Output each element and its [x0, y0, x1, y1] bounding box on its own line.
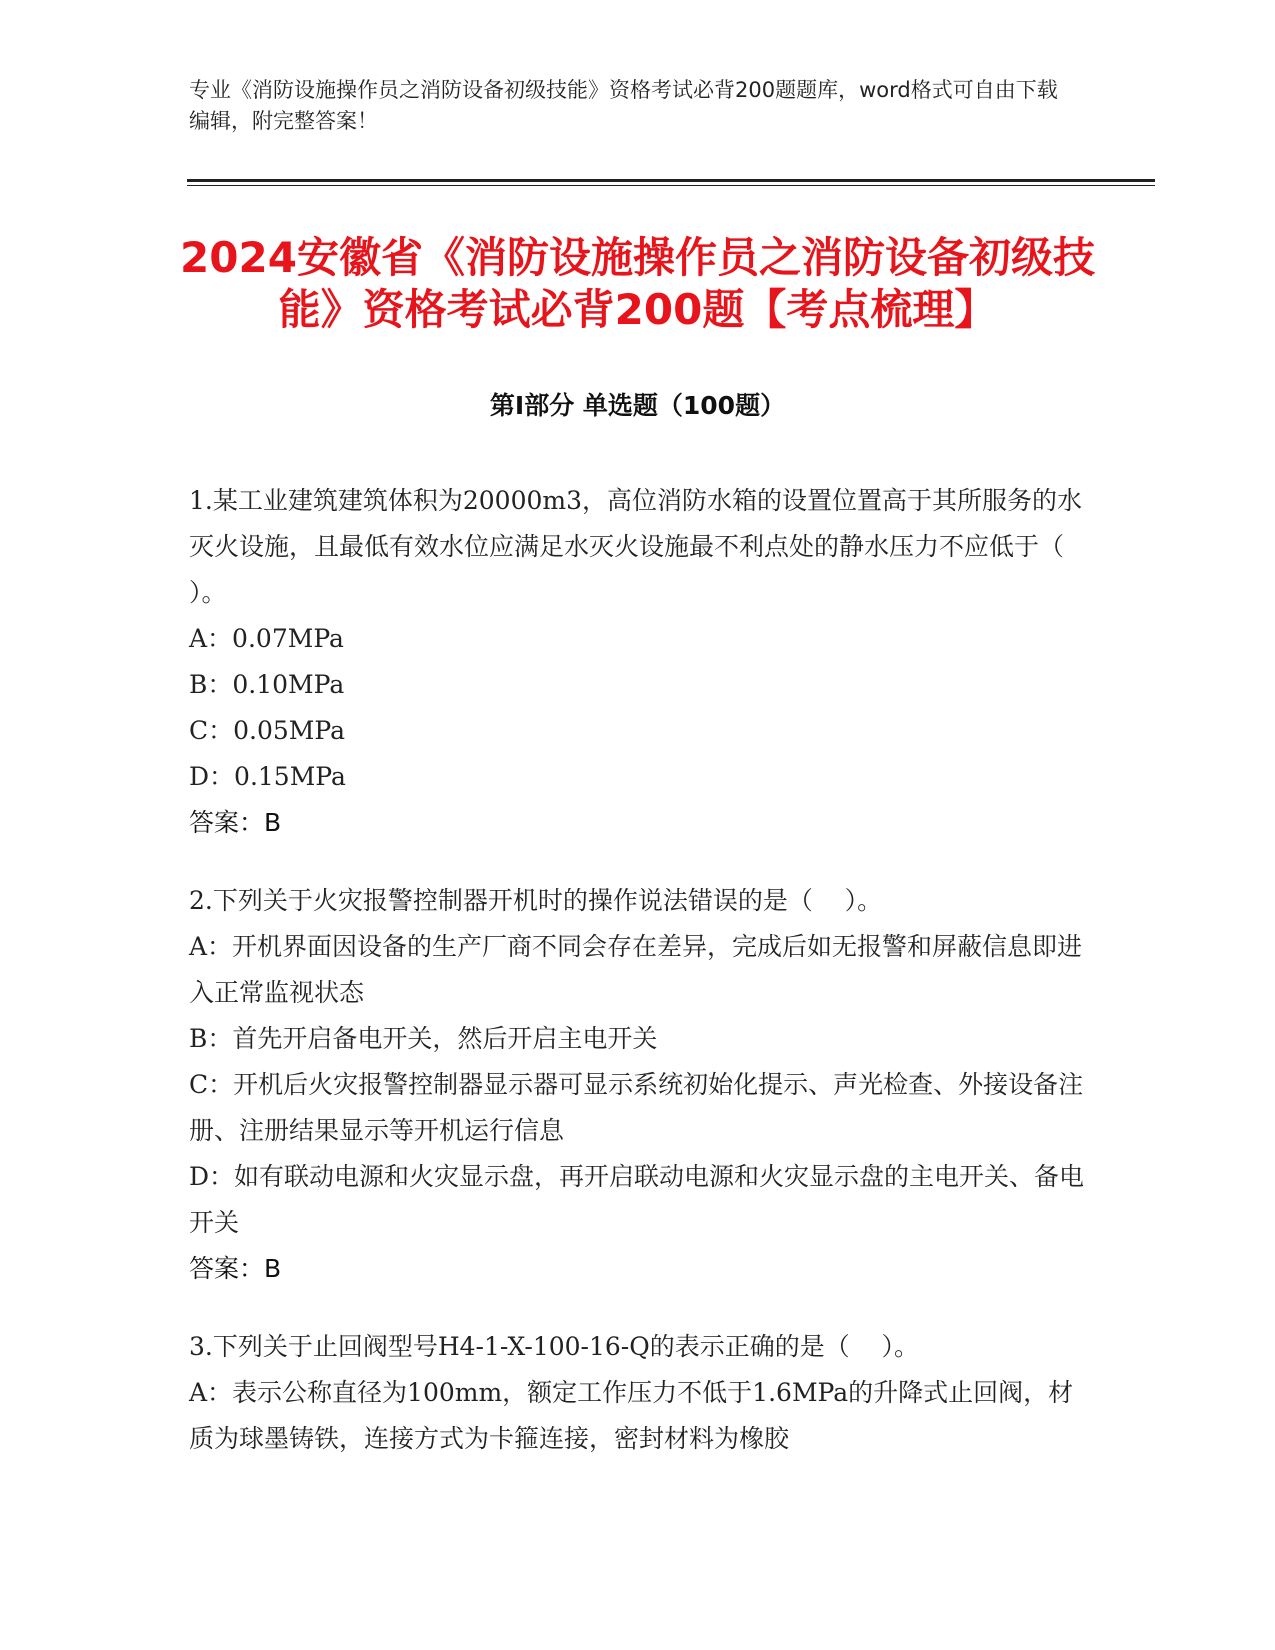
question-2 [189, 878, 1089, 1292]
option-d: D：如有联动电源和火灾显示盘，再开启联动电源和火灾显示盘的主电开关、备电开关 [189, 1162, 1085, 1237]
option-c: C：0.05MPa [189, 716, 345, 745]
option-a: A：表示公称直径为100mm，额定工作压力不低于1.6MPa的升降式止回阀，材质为球墨铸铁，连接方式为卡箍连接，密封材料为橡胶 [189, 1378, 1074, 1453]
question-1 [189, 478, 1096, 846]
question-stem: 2.下列关于火灾报警控制器开机时的操作说法错误的是（ ）。 [189, 886, 883, 915]
header-note: 专业《消防设施操作员之消防设备初级技能》资格考试必背200题题库，word格式可自由下载编辑，附完整答案！ [189, 78, 1058, 133]
answer-text: 答案：B [189, 1254, 282, 1283]
question-3 [189, 1324, 1089, 1462]
option-b: B：0.10MPa [189, 670, 345, 699]
document-title: 2024安徽省《消防设施操作员之消防设备初级技能》资格考试必背200题【考点梳理】 [180, 233, 1095, 334]
header-divider-thin [187, 185, 1155, 186]
option-b: B：首先开启备电开关，然后开启主电开关 [189, 1024, 658, 1053]
question-stem: 3.下列关于止回阀型号H4-1-X-100-16-Q的表示正确的是（ ）。 [189, 1332, 920, 1361]
question-list [189, 478, 1096, 1494]
option-a: A：开机界面因设备的生产厂商不同会存在差异，完成后如无报警和屏蔽信息即进入正常监视状态 [189, 932, 1083, 1007]
header-divider-thick [187, 179, 1155, 182]
option-c: C：开机后火灾报警控制器显示器可显示系统初始化提示、声光检查、外接设备注册、注册结果显示等开机运行信息 [189, 1070, 1084, 1145]
answer-text: 答案：B [189, 808, 282, 837]
section-heading: 第Ⅰ部分 单选题（100题） [489, 391, 786, 420]
question-stem: 1.某工业建筑建筑体积为20000m3，高位消防水箱的设置位置高于其所服务的水灭火设施，且最低有效水位应满足水灭火设施最不利点处的静水压力不应低于（ ）。 [189, 486, 1096, 607]
option-a: A：0.07MPa [189, 624, 344, 653]
option-d: D：0.15MPa [189, 762, 346, 791]
